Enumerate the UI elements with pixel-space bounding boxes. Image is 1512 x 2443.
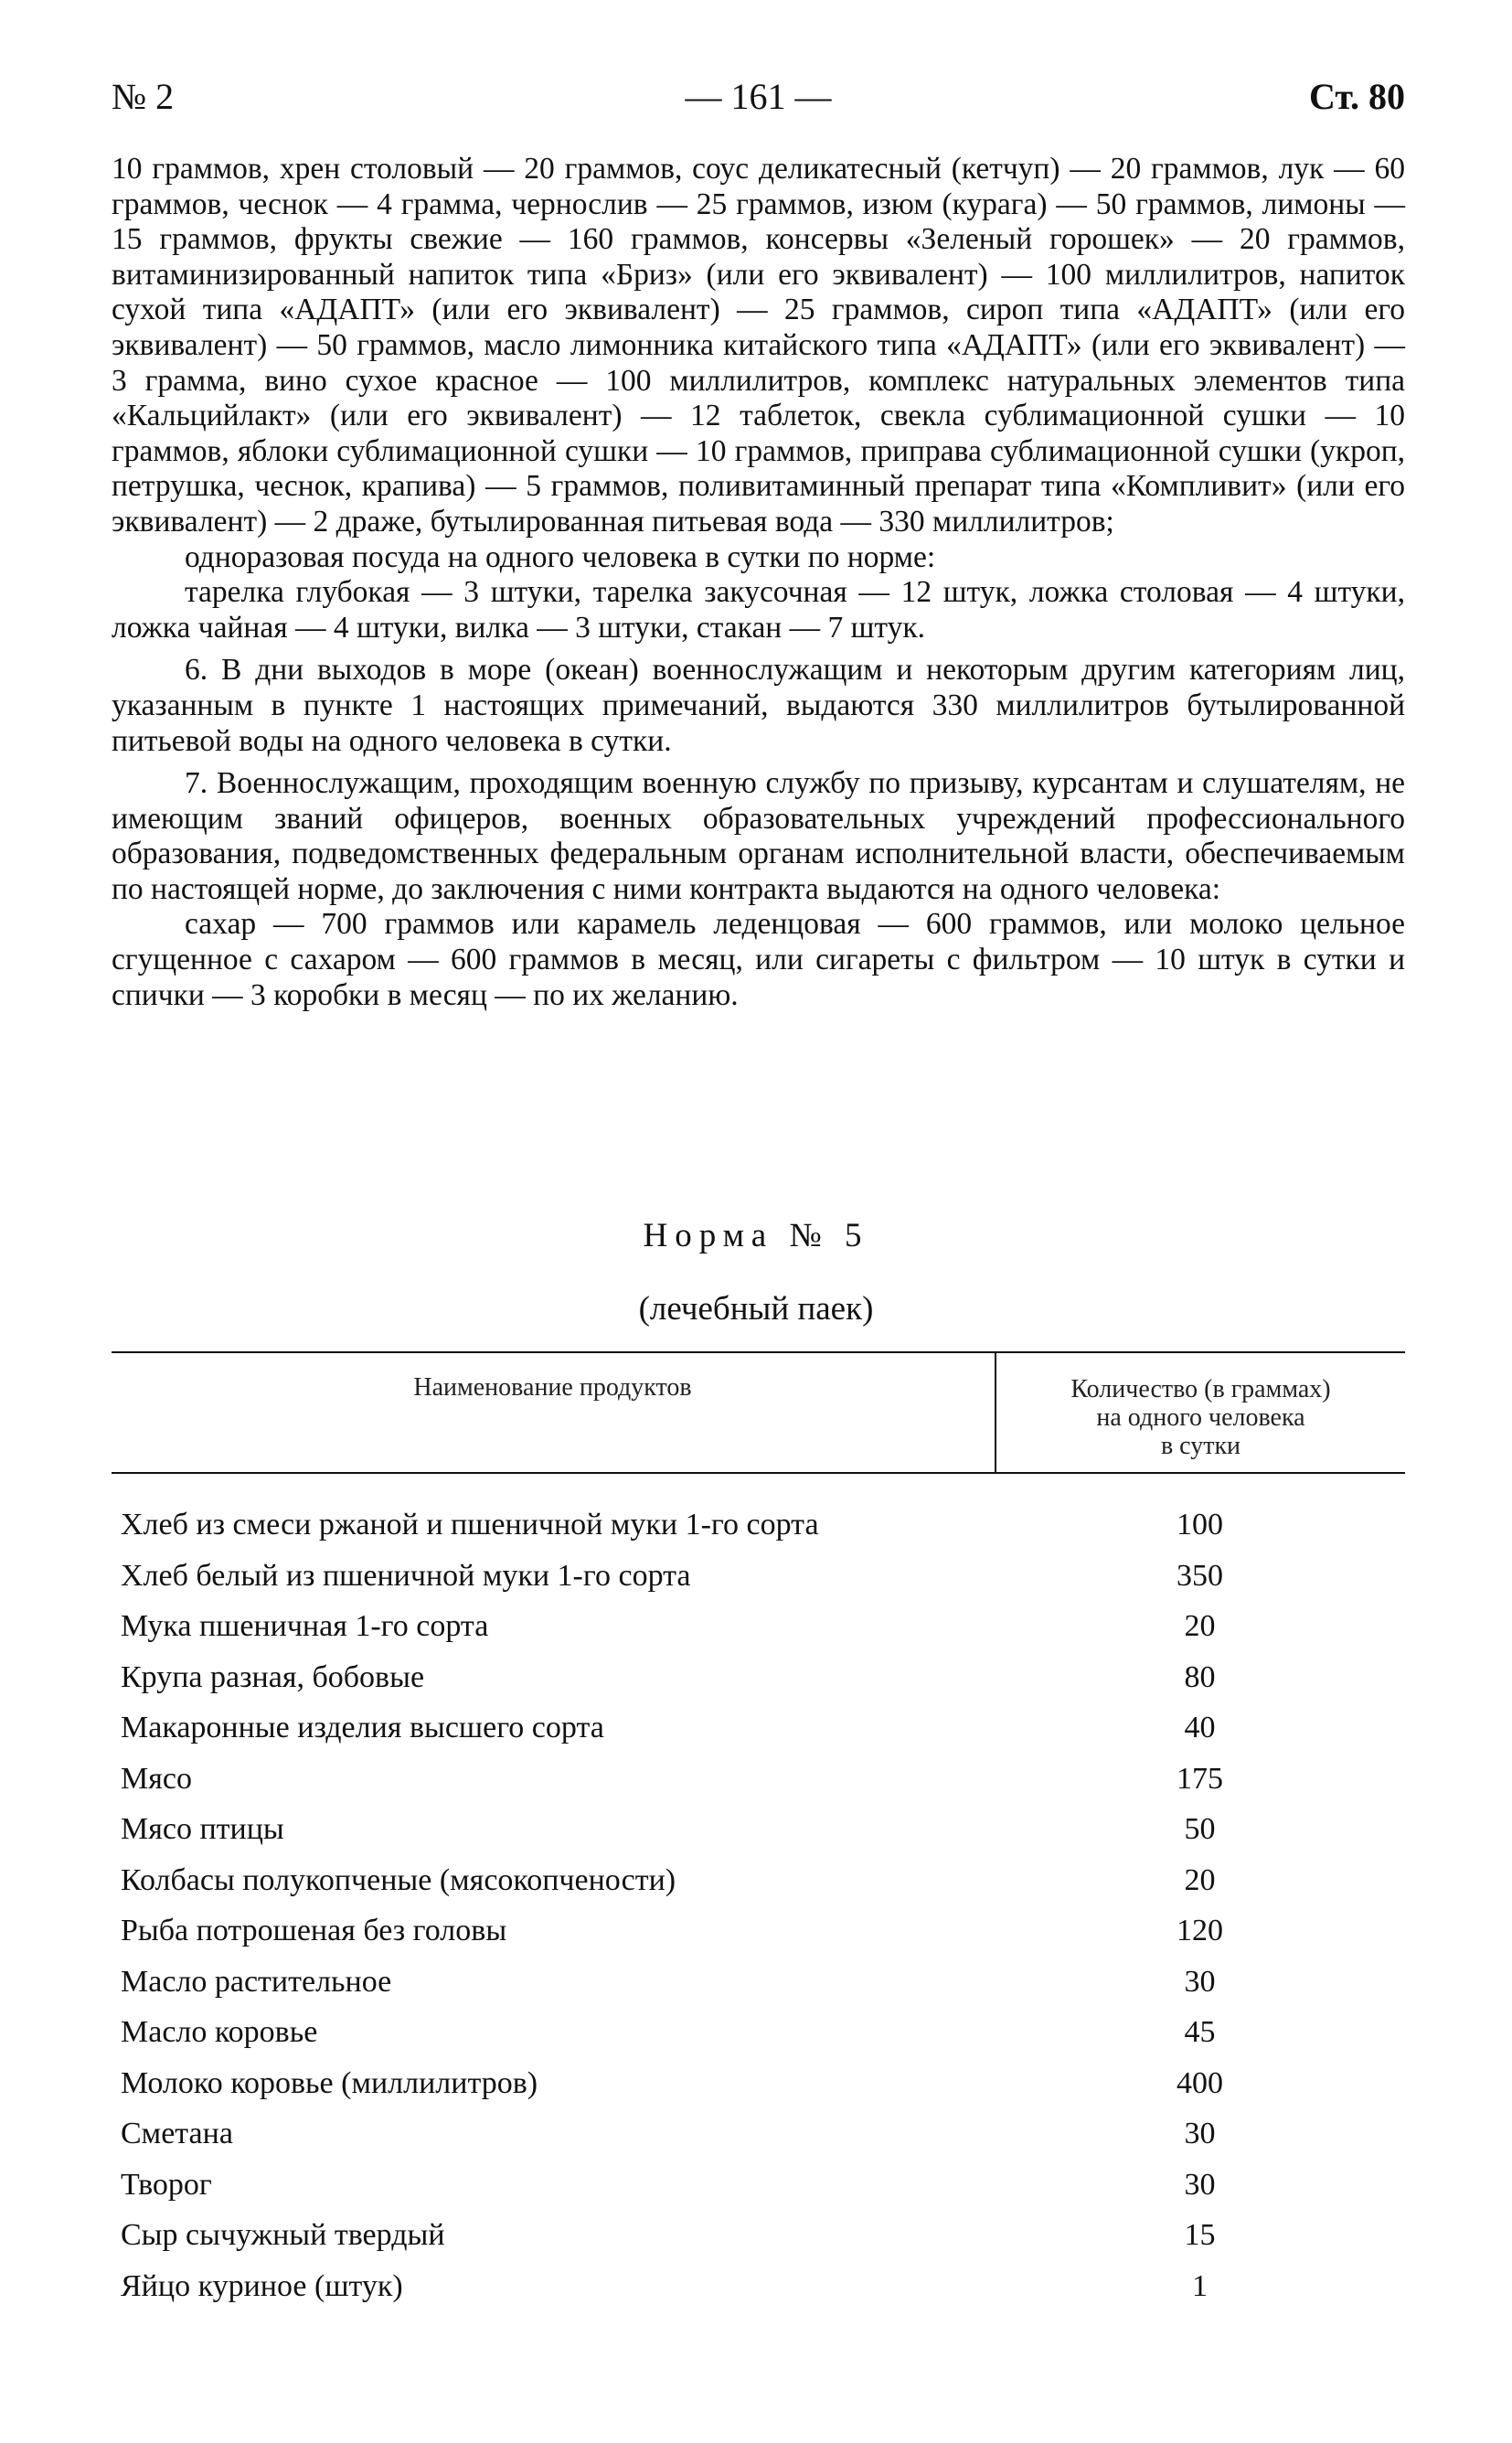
norm-subtitle: (лечебный паек): [638, 1290, 874, 1328]
table-row: [112, 1961, 1405, 2012]
norm-title: Норма № 5: [643, 1217, 869, 1254]
column-header-quantity-line: на одного человека: [1096, 1403, 1305, 1432]
table-row: [112, 1657, 1405, 1708]
table-row: [112, 1910, 1405, 1961]
product-name: Хлеб белый из пшеничной муки 1-го сорта: [121, 1558, 691, 1593]
table-row: [112, 1808, 1405, 1860]
table-row: [112, 1707, 1405, 1758]
product-quantity: 15: [1184, 2218, 1216, 2252]
product-name: Творог: [121, 2167, 212, 2202]
paragraph-7: 7. Военнослужащим, проходящим военную службу по призыву, курсантам и слушателям, не имеющим званий офицеров, военных образовательных учреждений профессионального образования, подведомственных федеральным органам исполнительной власти, обеспечиваемым по настоящей норме, до заключения с ними контракта выдаются на одного человека:: [112, 766, 1405, 906]
table-row: [112, 2214, 1405, 2266]
product-name: Масло растительное: [121, 1964, 392, 1999]
product-quantity: 20: [1184, 1609, 1216, 1643]
table-row: [112, 1504, 1405, 1555]
issue-number: № 2: [112, 76, 175, 117]
product-quantity: 50: [1184, 1812, 1216, 1846]
table-row: [112, 1555, 1405, 1606]
table-row: [112, 2164, 1405, 2215]
page-header: [112, 75, 1405, 121]
product-quantity: 175: [1177, 1761, 1223, 1796]
product-quantity: 30: [1184, 1964, 1216, 1999]
product-name: Макаронные изделия высшего сорта: [121, 1711, 604, 1744]
body-text: [112, 152, 1405, 1013]
product-name: Сыр сычужный твердый: [121, 2218, 445, 2252]
list-continuation: 10 граммов, хрен столовый — 20 граммов, соус деликатесный (кетчуп) — 20 граммов, лук — 60 граммов, чеснок — 4 грамма, чернослив — 25 граммов, изюм (курага) — 50 граммов, лимоны — 15 граммов, фрукты свежие — 160 граммов, консервы «Зеленый горошек» — 20 граммов, витаминизированный напиток типа «Бриз» (или его эквивалент) — 100 миллилитров, напиток сухой типа «АДАПТ» (или его эквивалент) — 25 граммов, сироп типа «АДАПТ» (или его эквивалент) — 50 граммов, масло лимонника китайского типа «АДАПТ» (или его эквивалент) — 3 грамма, вино сухое красное — 100 миллилитров, комплекс натуральных элементов типа «Кальцийлакт» (или его эквивалент) — 12 таблеток, свекла сублимационной сушки — 10 граммов, яблоки сублимационной сушки — 10 граммов, приправа сублимационной сушки (укроп, петрушка, чеснок, крапива) — 5 граммов, поливитаминный препарат типа «Компливит» (или его эквивалент) — 2 драже, бутылированная питьевая вода — 330 миллилитров;: [112, 152, 1405, 539]
table-row: [112, 1606, 1405, 1657]
product-quantity: 100: [1177, 1508, 1223, 1542]
column-header-quantity-line: Количество (в граммах): [1070, 1375, 1331, 1403]
column-header-quantity: [995, 1353, 1405, 1472]
table-row: [112, 2113, 1405, 2164]
product-name: Молоко коровье (миллилитров): [121, 2065, 538, 2100]
product-quantity: 30: [1184, 2167, 1216, 2202]
product-name: Масло коровье: [121, 2015, 318, 2049]
product-name: Яйцо куриное (штук): [121, 2268, 403, 2303]
product-quantity: 120: [1177, 1914, 1223, 1947]
product-quantity: 400: [1177, 2065, 1223, 2100]
column-header-name: Наименование продуктов: [413, 1373, 692, 1402]
product-name: Сметана: [121, 2117, 233, 2150]
paragraph-6: 6. В дни выходов в море (океан) военнослужащим и некоторым другим категориям лиц, указанным в пункте 1 настоящих примечаний, выдаются 330 миллилитров бутылированной питьевой воды на одного человека в сутки.: [112, 653, 1405, 758]
product-name: Колбасы полукопченые (мясокопчености): [121, 1862, 676, 1897]
table-row: [112, 2011, 1405, 2063]
product-quantity: 40: [1184, 1711, 1216, 1744]
product-name: Хлеб из смеси ржаной и пшеничной муки 1-го сорта: [121, 1508, 819, 1542]
product-quantity: 80: [1184, 1659, 1216, 1694]
product-quantity: 30: [1184, 2117, 1216, 2150]
page-number: — 161 —: [685, 76, 832, 117]
product-quantity: 350: [1177, 1558, 1223, 1593]
article-number: Ст. 80: [1309, 76, 1405, 117]
product-name: Рыба потрошеная без головы: [121, 1914, 507, 1947]
table-row: [112, 2266, 1405, 2317]
tableware-list: тарелка глубокая — 3 штуки, тарелка закусочная — 12 штук, ложка столовая — 4 штуки, ложка чайная — 4 штуки, вилка — 3 штуки, стакан — 7 штук.: [112, 575, 1405, 645]
product-name: Мясо: [121, 1761, 192, 1796]
table-row: [112, 2063, 1405, 2114]
table-row: [112, 1758, 1405, 1809]
table-body: [112, 1504, 1405, 2316]
product-quantity: 45: [1184, 2015, 1216, 2049]
product-name: Крупа разная, бобовые: [121, 1659, 425, 1694]
table-row: [112, 1860, 1405, 1911]
product-name: Мука пшеничная 1-го сорта: [121, 1609, 489, 1643]
paragraph-7-list: сахар — 700 граммов или карамель леденцовая — 600 граммов, или молоко цельное сгущенное с сахаром — 600 граммов в месяц, или сигареты с фильтром — 10 штук в сутки и спички — 3 коробки в месяц — по их желанию.: [112, 907, 1405, 1012]
tableware-intro: одноразовая посуда на одного человека в сутки по норме:: [185, 539, 936, 574]
product-quantity: 20: [1184, 1862, 1216, 1897]
column-header-quantity-line: в сутки: [1160, 1432, 1241, 1460]
table-header: [112, 1351, 1405, 1474]
product-quantity: 1: [1192, 2268, 1208, 2303]
product-name: Мясо птицы: [121, 1812, 284, 1846]
